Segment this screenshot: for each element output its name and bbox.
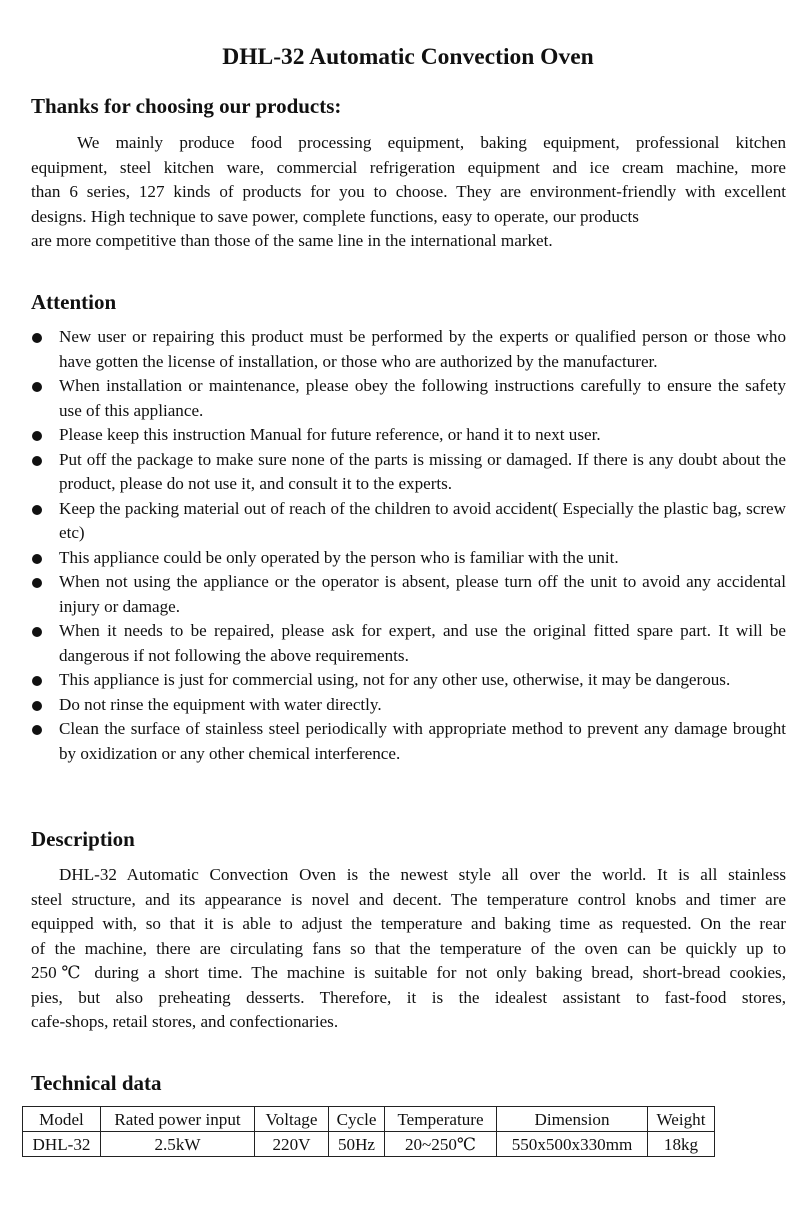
description-line: 250℃ during a short time. The machine is suitable for not only baking bread, short-bread cookies, xyxy=(31,963,786,982)
bullet-icon xyxy=(32,456,42,466)
table-header-cell: Cycle xyxy=(329,1107,385,1132)
bullet-icon xyxy=(32,382,42,392)
table-header-cell: Model xyxy=(23,1107,101,1132)
technical-data-table xyxy=(22,1106,715,1157)
bullet-icon xyxy=(32,431,42,441)
attention-item: When it needs to be repaired, please ask for expert, and use the original fitted spare part. It will be dangerous if not following the above requirements. xyxy=(31,619,786,668)
table-header-cell: Weight xyxy=(648,1107,715,1132)
table-cell: 550x500x330mm xyxy=(497,1132,648,1157)
bullet-icon xyxy=(32,554,42,564)
table-cell: 18kg xyxy=(648,1132,715,1157)
technical-heading: Technical data xyxy=(31,1071,162,1095)
thanks-heading: Thanks for choosing our products: xyxy=(31,94,342,118)
table-cell: 2.5kW xyxy=(101,1132,255,1157)
table-header-row xyxy=(23,1107,715,1132)
bullet-icon xyxy=(32,333,42,343)
bullet-icon xyxy=(32,505,42,515)
attention-item: Keep the packing material out of reach of the children to avoid accident( Especially the plastic bag, screw etc) xyxy=(31,497,786,546)
bullet-icon xyxy=(32,676,42,686)
bullet-icon xyxy=(32,725,42,735)
description-paragraph xyxy=(31,863,786,1035)
attention-item: When installation or maintenance, please obey the following instructions carefully to ensure the safety use of this appliance. xyxy=(31,374,786,423)
table-header-cell: Temperature xyxy=(385,1107,497,1132)
attention-heading: Attention xyxy=(31,290,117,314)
attention-item: This appliance is just for commercial using, not for any other use, otherwise, it may be dangerous. xyxy=(31,668,786,693)
table-cell: 220V xyxy=(255,1132,329,1157)
attention-item: Clean the surface of stainless steel periodically with appropriate method to prevent any damage brought by oxidization or any other chemical interference. xyxy=(31,717,786,766)
bullet-icon xyxy=(32,578,42,588)
description-line: DHL-32 Automatic Convection Oven is the newest style all over the world. It is all stainless xyxy=(59,865,786,884)
table-cell: DHL-32 xyxy=(23,1132,101,1157)
description-line: pies, but also preheating desserts. Therefore, it is the idealest assistant to fast-food stores, xyxy=(31,987,786,1007)
table-cell: 20~250℃ xyxy=(385,1132,497,1157)
thanks-line: are more competitive than those of the same line in the international market. xyxy=(31,231,553,250)
bullet-icon xyxy=(32,627,42,637)
description-heading: Description xyxy=(31,827,135,851)
description-line: of the machine, there are circulating fans so that the temperature of the oven can be quickly up to xyxy=(31,938,786,958)
thanks-line: than 6 series, 127 kinds of products for you to choose. They are environment-friendly with excellent xyxy=(31,182,786,201)
page-title: DHL-32 Automatic Convection Oven xyxy=(222,44,594,70)
thanks-line: equipment, steel kitchen ware, commercial refrigeration equipment and ice cream machine, more xyxy=(31,157,786,177)
attention-item: Put off the package to make sure none of the parts is missing or damaged. If there is any doubt about the product, please do not use it, and consult it to the experts. xyxy=(31,448,786,497)
attention-item: Do not rinse the equipment with water directly. xyxy=(31,693,786,718)
attention-list xyxy=(31,325,786,766)
table-header-cell: Rated power input xyxy=(101,1107,255,1132)
description-line: equipped with, so that it is able to adjust the temperature and baking time as requested. On the rear xyxy=(31,914,786,933)
thanks-line: designs. High technique to save power, complete functions, easy to operate, our products xyxy=(31,206,639,226)
table-cell: 50Hz xyxy=(329,1132,385,1157)
table-row xyxy=(23,1132,715,1157)
attention-item: Please keep this instruction Manual for future reference, or hand it to next user. xyxy=(31,423,786,448)
thanks-paragraph xyxy=(31,131,786,254)
description-line: cafe-shops, retail stores, and confectionaries. xyxy=(31,1012,339,1031)
bullet-icon xyxy=(32,701,42,711)
table-header-cell: Voltage xyxy=(255,1107,329,1132)
attention-item: When not using the appliance or the operator is absent, please turn off the unit to avoid any accidental injury or damage. xyxy=(31,570,786,619)
description-line: steel structure, and its appearance is novel and decent. The temperature control knobs and timer are xyxy=(31,889,786,909)
attention-item: New user or repairing this product must be performed by the experts or qualified person or those who have gotten the license of installation, or those who are authorized by the manufacturer. xyxy=(31,325,786,374)
thanks-line: We mainly produce food processing equipment, baking equipment, professional kitchen xyxy=(77,133,786,152)
table-header-cell: Dimension xyxy=(497,1107,648,1132)
attention-item: This appliance could be only operated by the person who is familiar with the unit. xyxy=(31,546,786,571)
